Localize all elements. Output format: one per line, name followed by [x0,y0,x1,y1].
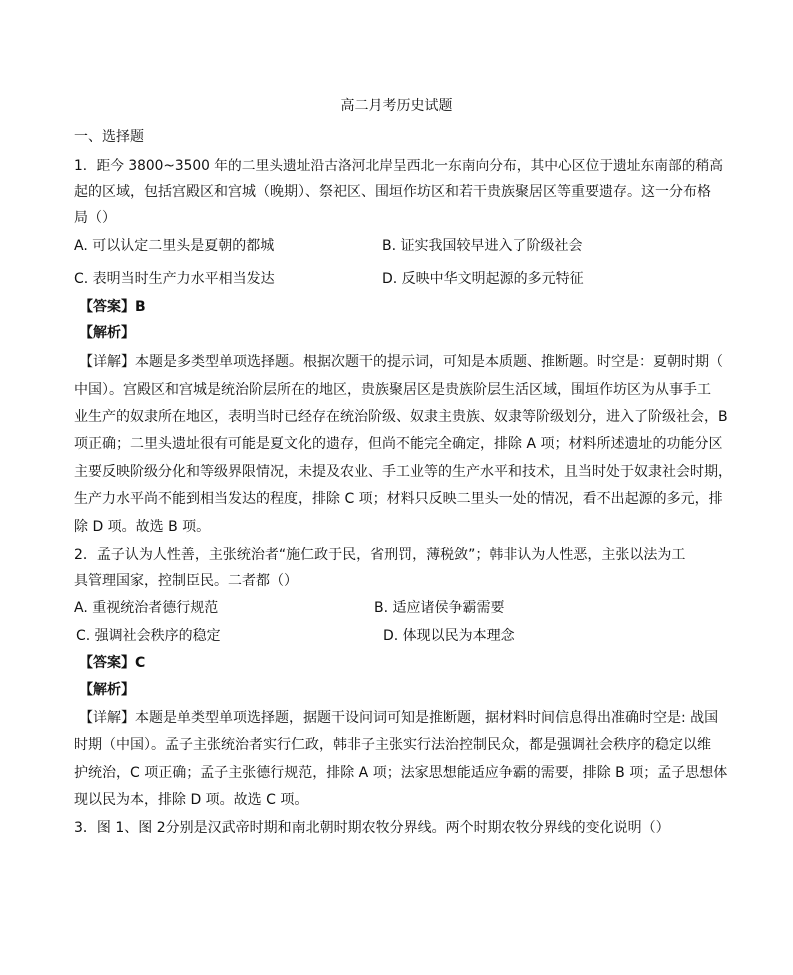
q1-option-d: D. 反映中华文明起源的多元特征 [382,271,584,287]
q3-stem-line-1: 3．图 1、图 2分别是汉武帝时期和南北朝时期农牧分界线。两个时期农牧分界线的变化说明（） [74,820,670,836]
q2-option-a: A. 重视统治者德行规范 [74,600,219,616]
q1-detail-line-1: 【详解】本题是多类型单项选择题。根据次题干的提示词，可知是本质题、推断题。时空是：夏朝时期（ [79,354,723,370]
q1-detail-line-2: 中国）。宫殿区和宫城是统治阶层所在的地区，贵族聚居区是贵族阶层生活区域，围垣作坊区为从事手工 [74,382,711,398]
q2-detail-line-2: 时期（中国）。孟子主张统治者实行仁政，韩非子主张实行法治控制民众，都是强调社会秩序的稳定以维 [74,737,711,753]
q1-stem-line-2: 起的区域，包括宫殿区和宫城（晚期）、祭祀区、围垣作坊区和若干贵族聚居区等重要遗存。这一分布格 [74,184,711,200]
q1-detail-line-4: 项正确；二里头遗址很有可能是夏文化的遗存，但尚不能完全确定，排除 A 项；材料所述遗址的功能分区 [74,436,723,452]
q1-analysis-label: 【解析】 [79,325,135,341]
q2-detail-line-1: 【详解】本题是单类型单项选择题，据题干设问词可知是推断题，据材料时间信息得出准确时空是: 战国 [79,710,719,726]
q2-detail-line-3: 护统治，C 项正确；孟子主张德行规范，排除 A 项；法家思想能适应争霸的需要，排除 B 项；孟子思想体 [74,765,728,781]
q1-option-c: C. 表明当时生产力水平相当发达 [74,271,275,287]
q1-detail-line-7: 除 D 项。故选 B 项。 [74,519,211,535]
q2-stem-line-2: 具管理国家，控制臣民。二者都（） [74,573,298,589]
q1-stem-line-1: 1．距今 3800~3500 年的二里头遗址沿古洛河北岸呈西北一东南向分布，其中心区位于遗址东南部的稍高 [74,158,723,174]
q1-stem-line-3: 局（） [74,210,116,226]
q1-detail-line-3: 业生产的奴隶所在地区，表明当时已经存在统治阶级、奴隶主贵族、奴隶等阶级划分，进入了阶级社会，B [74,409,728,425]
q2-detail-line-4: 现以民为本，排除 D 项。故选 C 项。 [74,792,309,808]
section-heading: 一、选择题 [74,129,144,145]
q1-option-a: A. 可以认定二里头是夏朝的都城 [74,238,275,254]
q1-answer: 【答案】B [79,299,146,315]
q2-stem-line-1: 2．孟子认为人性善，主张统治者“施仁政于民，省刑罚，薄税敛”；韩非认为人性恶，主张以法为工 [74,547,686,563]
q2-option-d: D. 体现以民为本理念 [383,628,515,644]
q1-detail-line-6: 生产力水平尚不能到相当发达的程度，排除 C 项；材料只反映二里头一处的情况，看不出起源的多元，排 [74,491,723,507]
q2-option-c: C. 强调社会秩序的稳定 [76,628,221,644]
q2-analysis-label: 【解析】 [79,682,135,698]
q1-detail-line-5: 主要反映阶级分化和等级界限情况，未提及农业、手工业等的生产水平和技术，且当时处于奴隶社会时期， [74,464,732,480]
q2-answer: 【答案】C [79,655,146,671]
page-title: 高二月考历史试题 [340,98,453,114]
q1-option-b: B. 证实我国较早进入了阶级社会 [382,238,583,254]
q2-option-b: B. 适应诸侯争霸需要 [374,600,505,616]
